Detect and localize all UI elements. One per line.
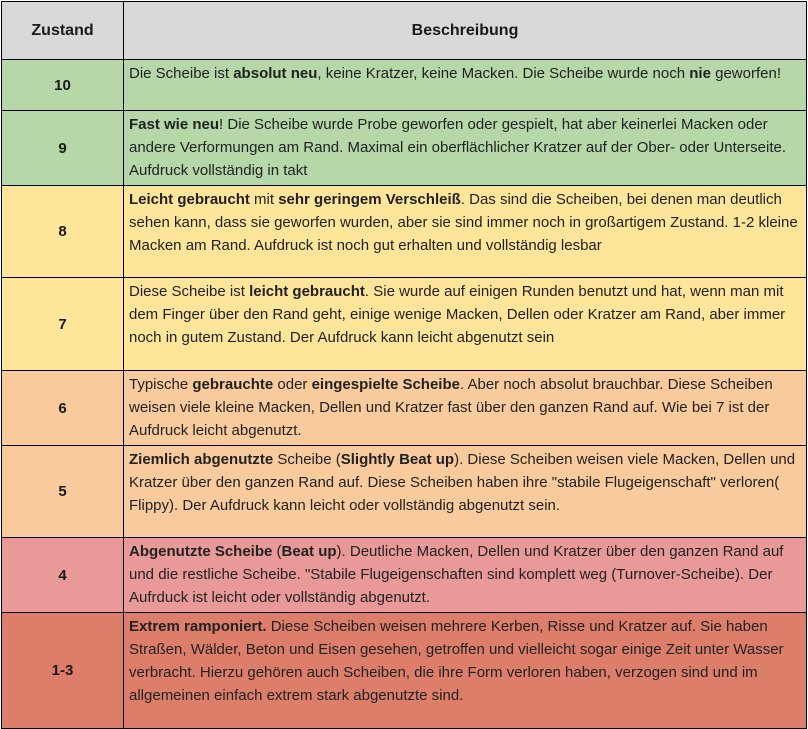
description-cell <box>124 371 807 446</box>
description-cell <box>124 186 807 278</box>
description-segment: Ziemlich abgenutzte <box>129 451 274 468</box>
description-segment: absolut neu <box>233 65 318 82</box>
description-cell <box>124 613 807 729</box>
zustand-cell: 1-3 <box>2 613 124 729</box>
description-segment: Beat up <box>281 543 337 560</box>
table-row <box>2 111 807 186</box>
zustand-cell: 6 <box>2 371 124 446</box>
description-segment: leicht gebraucht <box>249 283 365 300</box>
column-header-beschreibung: Beschreibung <box>124 2 807 60</box>
description-segment: Extrem ramponiert. <box>129 618 267 635</box>
description-segment: Typische <box>129 376 193 393</box>
header-row <box>2 2 807 60</box>
table-row <box>2 371 807 446</box>
description-segment: gebrauchte <box>192 376 274 393</box>
description-cell <box>124 538 807 613</box>
description-segment: nie <box>689 65 711 82</box>
zustand-cell: 10 <box>2 60 124 111</box>
description-segment: Die Scheibe ist <box>129 65 234 82</box>
description-segment: . Das sind die Scheiben, bei denen man deutlich sehen kann, dass sie geworfen wurden, aber sie sind immer noch in großartigem Zustand. 1-2 kleine Macken am Rand. Aufdruck ist noch gut erhalten und vollständig lesbar <box>129 191 798 254</box>
table-row <box>2 613 807 729</box>
column-header-zustand: Zustand <box>2 2 124 60</box>
description-cell <box>124 278 807 371</box>
description-segment: ( <box>272 543 282 560</box>
description-segment: , keine Kratzer, keine Macken. Die Scheibe wurde noch <box>317 65 690 82</box>
table-row <box>2 60 807 111</box>
table-row <box>2 186 807 278</box>
description-cell <box>124 60 807 111</box>
description-segment: sehr geringem Verschleiß <box>278 191 461 208</box>
description-segment: ). Diese Scheiben weisen viele Macken, Dellen und Kratzer über den ganzen Rand auf. Diese Scheiben haben ihre "stabile Flugeigenschaft" verloren( Flippy). Der Aufdruck kann leicht oder vollständig abgenutzt sein. <box>129 451 796 514</box>
zustand-cell: 5 <box>2 446 124 538</box>
description-segment: Fast wie neu <box>129 116 220 133</box>
description-segment: ! Die Scheibe wurde Probe geworfen oder gespielt, hat aber keinerlei Macken oder andere Verformungen am Rand. Maximal ein oberflächlicher Kratzer auf der Ober- oder Unterseite. Aufdruck vollständig in takt <box>129 116 786 179</box>
description-segment: Scheibe ( <box>273 451 341 468</box>
condition-rating-table <box>1 1 807 729</box>
description-segment: ). Deutliche Macken, Dellen und Kratzer über den ganzen Rand auf und die restliche Scheibe. "Stabile Flugeigenschaften sind komplett weg (Turnover-Scheibe). Der Aufrduck ist leicht oder vollständig abgenutzt. <box>129 543 784 606</box>
zustand-cell: 7 <box>2 278 124 371</box>
description-segment: . Sie wurde auf einigen Runden benutzt und hat, wenn man mit dem Finger über den Rand geht, einige wenige Macken, Dellen oder Kratzer am Rand, aber immer noch in gutem Zustand. Der Aufdruck kann leicht abgenutzt sein <box>129 283 786 346</box>
description-segment: Diese Scheiben weisen mehrere Kerben, Risse und Kratzer auf. Sie haben Straßen, Wälder, Beton und Eisen gesehen, getroffen und vielleicht sogar einige Zeit unter Wasser verbracht. Hierzu gehören auch Scheiben, die ihre Form verloren haben, verzogen sind und im allgemeinen einfach extrem stark abgenutzte sind. <box>129 618 784 704</box>
description-segment: . Aber noch absolut brauchbar. Diese Scheiben weisen viele kleine Macken, Dellen und Kratzer fast über den ganzen Rand auf. Wie bei 7 ist der Aufdruck leicht abgenutzt. <box>129 376 773 439</box>
description-segment: mit <box>249 191 279 208</box>
description-cell <box>124 111 807 186</box>
zustand-cell: 8 <box>2 186 124 278</box>
table-row <box>2 446 807 538</box>
table-row <box>2 538 807 613</box>
description-segment: Abgenutzte Scheibe <box>129 543 273 560</box>
description-segment: Leicht gebraucht <box>129 191 250 208</box>
description-segment: Diese Scheibe ist <box>129 283 250 300</box>
zustand-cell: 4 <box>2 538 124 613</box>
description-cell <box>124 446 807 538</box>
description-segment: eingespielte Scheibe <box>311 376 460 393</box>
description-segment: oder <box>273 376 312 393</box>
description-segment: Slightly Beat up <box>340 451 455 468</box>
table-row <box>2 278 807 371</box>
description-segment: geworfen! <box>710 65 781 82</box>
zustand-cell: 9 <box>2 111 124 186</box>
